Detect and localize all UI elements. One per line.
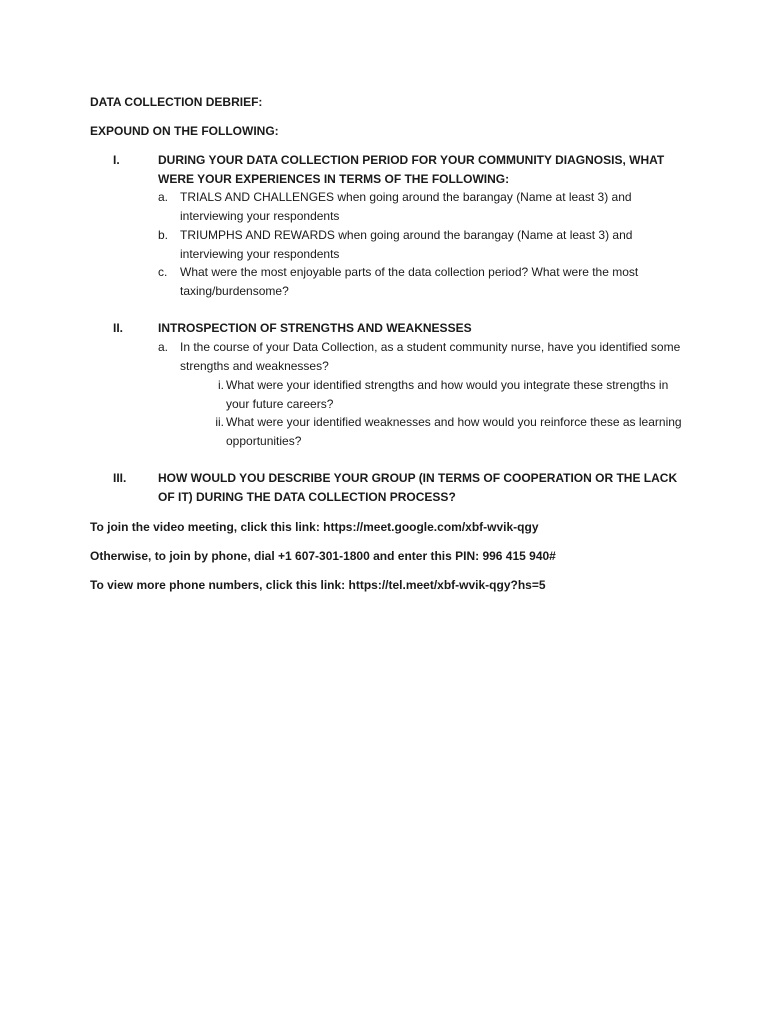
video-meeting-link[interactable]: To join the video meeting, click this link: https://meet.google.com/xbf-wvik-qgy bbox=[90, 520, 539, 534]
item-marker: a. bbox=[158, 190, 169, 204]
item-marker: a. bbox=[158, 340, 169, 354]
item-text: What were the most enjoyable parts of the data collection period? What were the most taxing/burdensome? bbox=[180, 265, 639, 298]
subitem-text: What were your identified weaknesses and how would you reinforce these as learning opportunities? bbox=[226, 415, 682, 448]
subitem-marker: ii. bbox=[215, 415, 224, 429]
item-text: In the course of your Data Collection, as a student community nurse, have you identified some strengths and weaknesses? bbox=[180, 340, 681, 373]
phone-dial-info: Otherwise, to join by phone, dial +1 607-301-1800 and enter this PIN: 996 415 940# bbox=[90, 549, 556, 563]
item-text: TRIALS AND CHALLENGES when going around the barangay (Name at least 3) and interviewing your respondents bbox=[180, 190, 632, 223]
section-heading-3: HOW WOULD YOU DESCRIBE YOUR GROUP (IN TERMS OF COOPERATION OR THE LACK OF IT) DURING THE DATA COLLECTION PROCESS? bbox=[158, 471, 678, 504]
subitem-marker: i. bbox=[218, 378, 224, 392]
section-heading-2: INTROSPECTION OF STRENGTHS AND WEAKNESSES bbox=[158, 321, 472, 335]
section-heading-1: DURING YOUR DATA COLLECTION PERIOD FOR YOUR COMMUNITY DIAGNOSIS, WHAT WERE YOUR EXPERIENCES IN TERMS OF THE FOLLOWING: bbox=[158, 153, 665, 186]
section-numeral-3: III. bbox=[113, 471, 127, 485]
item-marker: b. bbox=[158, 228, 169, 242]
document-instruction: EXPOUND ON THE FOLLOWING: bbox=[90, 124, 279, 138]
section-numeral-1: I. bbox=[113, 153, 120, 167]
document-title: DATA COLLECTION DEBRIEF: bbox=[90, 95, 263, 109]
subitem-text: What were your identified strengths and how would you integrate these strengths in your future careers? bbox=[226, 378, 669, 411]
item-text: TRIUMPHS AND REWARDS when going around the barangay (Name at least 3) and interviewing your respondents bbox=[180, 228, 633, 261]
more-numbers-link[interactable]: To view more phone numbers, click this link: https://tel.meet/xbf-wvik-qgy?hs=5 bbox=[90, 578, 546, 592]
section-numeral-2: II. bbox=[113, 321, 124, 335]
item-marker: c. bbox=[158, 265, 168, 279]
